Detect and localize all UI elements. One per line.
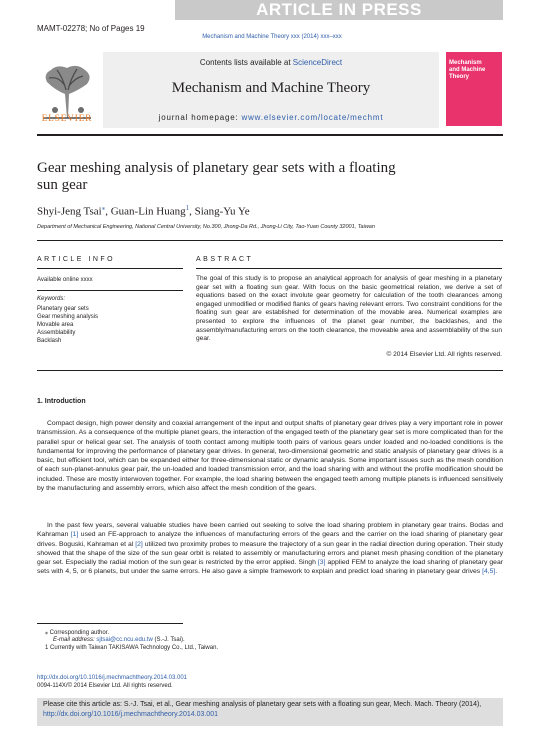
article-info-heading: ARTICLE INFO: [37, 256, 116, 263]
affiliation: Department of Mechanical Engineering, National Central University, No.300, Jhong-Da Rd., Jhong-Li City, Tao-Yuan County 32001, Taiwan: [37, 224, 375, 230]
citation-doi-link[interactable]: http://dx.doi.org/10.1016/j.mechmachtheory.2014.03.001: [43, 711, 218, 718]
paragraph: Compact design, high power density and coaxial arrangement of the input and output shafts of planetary gear drives play a very important role in power transmission. As a consequence of the multiple planet gears, the interaction of the engaged teeth of the planetary gear set is more complicated than for the parallel spur or helical gear set. The analysis of tooth contact among multiple tooth pairs of various gears under loaded and no-loaded conditions is the fundamental for improving the performance of planetary gear drives. In general, two-dimensional geometric and static analysis of planetary gear drives is a basic, but efficient tool, which can be expanded either for three-dimensional static or dynamic analysis. Some important issues such as the mesh condition of each sun-planet-annulus gear pair, the un-loaded and loaded transmission error, and the load sharing with and without the profile modification should be included. These are mostly interwoven together. For example, the load sharing between the engaged teeth among multiple planets is influenced sensitively by the manufacturing and assembly errors, which also affect the mesh condition of the gears.: [37, 420, 503, 493]
journal-name: Mechanism and Machine Theory: [171, 80, 371, 96]
citation-link[interactable]: [4,5]: [482, 568, 496, 576]
citation-link[interactable]: [1]: [70, 531, 79, 539]
paragraph: [37, 521, 503, 577]
cover-title-line: and Machine: [449, 67, 486, 73]
title-line: sun gear: [37, 177, 88, 193]
abstract-rule: [196, 268, 502, 269]
citation-text: Please cite this article as: S.-J. Tsai, et al., Gear meshing analysis of planetary gear sets with a floating sun gear, Mech. Mach. Theory (2014),: [43, 701, 482, 708]
cover-title-line: Theory: [449, 74, 470, 80]
keyword-item: Gear meshing analysis: [37, 314, 99, 320]
affiliation-rule: [37, 240, 503, 241]
footnote-1: [45, 645, 218, 651]
abstract-bottom-rule: [37, 370, 503, 371]
email-label: E-mail address:: [53, 637, 97, 643]
keyword-item: Movable area: [37, 322, 74, 328]
citation-box: [37, 698, 503, 726]
paragraph-text: utilized two proximity probes to measure the trajectory of a sun gear in the radial direction during operation. Their study showed that the shape of the size of the sun gear orbit is related to assembly or manufacturing errors and planet mesh phasing condition of the planetary gear set. Especially the radial motion of the sun gear is restricted by the error applied. Singh: [37, 540, 503, 567]
footnote-text: Corresponding author.: [49, 630, 110, 636]
article-in-press-banner: ARTICLE IN PRESS: [175, 0, 503, 20]
footnote-mark: ⁎: [45, 630, 48, 636]
contents-prefix: Contents lists available at: [199, 58, 293, 67]
article-title: [37, 160, 437, 194]
homepage-link[interactable]: www.elsevier.com/locate/mechmt: [241, 113, 384, 122]
doi-link[interactable]: http://dx.doi.org/10.1016/j.mechmachtheory.2014.03.001: [37, 675, 187, 681]
cover-title-line: Mechanism: [449, 60, 482, 66]
paragraph-text: applied FEM to analyze the load sharing of planetary gear sets with 4, 5, or 6 planets, but under the same errors. He also gave a simple framework to explain and predict load sharing in planetary gear drives: [37, 559, 503, 576]
footnote-rule: [37, 623, 183, 624]
paragraph-text: .: [495, 568, 498, 576]
keyword-item: Assemblability: [37, 330, 76, 336]
author-name: , Guan-Lin Huang: [105, 205, 186, 218]
corresponding-author-mark[interactable]: ⁎: [101, 204, 106, 212]
citation-link[interactable]: [3]: [317, 559, 326, 567]
journal-reference-link[interactable]: Mechanism and Machine Theory xxx (2014) xxx–xxx: [202, 34, 342, 40]
elsevier-wordmark: ELSEVIER: [41, 113, 93, 123]
email-link[interactable]: sjtsai@cc.ncu.edu.tw: [96, 637, 153, 643]
footnote-mark: 1: [45, 645, 49, 651]
abstract-text: The goal of this study is to propose an analytical approach for analysis of gear meshing in a planetary gear set with a floating sun gear. With focus on the basic geometrical relation, we derive a set of equations based on the exact involute gear geometry for calculation of the tooth clearances among engaged unmodified or modified flanks of gears having relevant errors. Two constraint conditions for the floating sun gear are established for determination of the movable area. Numerical examples are presented to explore the influences of the planet gear number, the backlashes, and the assembly/manufacturing errors on the tooth clearance, the moveable area and assemblability of the sun gear.: [196, 275, 502, 343]
keyword-list: [37, 305, 98, 345]
manuscript-id: MAMT-02278; No of Pages 19: [37, 24, 145, 33]
footnote-mark[interactable]: 1: [185, 204, 190, 212]
paragraph-text: used an FE-approach to analyze the influences of manufacturing errors of the gears and the carrier on the load sharing of planetary gear drives. Boguski, Kahraman et al: [37, 531, 504, 548]
info-rule: [37, 290, 183, 291]
author-list: [37, 204, 250, 218]
footnote-corresponding: [45, 629, 109, 636]
paragraph-text: In the past few years, several valuable studies have been carried out seeking to solve the load sharing problem in planetary gear trains. Bodas and Kahraman: [37, 522, 503, 539]
header-rule: [37, 134, 503, 136]
author-name: Shyi-Jeng Tsai: [37, 205, 102, 218]
keywords-label: Keywords:: [37, 296, 66, 302]
available-online: Available online xxxx: [37, 277, 93, 283]
footnote-email: [53, 637, 185, 643]
sciencedirect-link[interactable]: ScienceDirect: [292, 58, 343, 67]
title-line: Gear meshing analysis of planetary gear sets with a floating: [37, 160, 396, 176]
issn-line: 0094-114X/© 2014 Elsevier Ltd. All rights reserved.: [37, 683, 173, 689]
info-rule: [37, 268, 183, 269]
author-name: , Siang-Yu Ye: [189, 205, 250, 218]
cover-title: [449, 60, 499, 81]
keyword-item: Backlash: [37, 338, 62, 344]
contents-line: [103, 58, 439, 67]
journal-homepage: [103, 113, 439, 122]
section-heading: 1. Introduction: [37, 398, 86, 405]
homepage-prefix: journal homepage:: [158, 113, 242, 122]
citation-link[interactable]: [2]: [135, 540, 143, 548]
abstract-copyright: © 2014 Elsevier Ltd. All rights reserved.: [386, 351, 502, 358]
email-suffix: (S.-J. Tsai).: [152, 637, 185, 643]
footnote-text: Currently with Taiwan TAKISAWA Technology Co., Ltd., Taiwan.: [50, 645, 219, 651]
keyword-item: Planetary gear sets: [37, 306, 89, 312]
abstract-heading: ABSTRACT: [196, 256, 254, 263]
